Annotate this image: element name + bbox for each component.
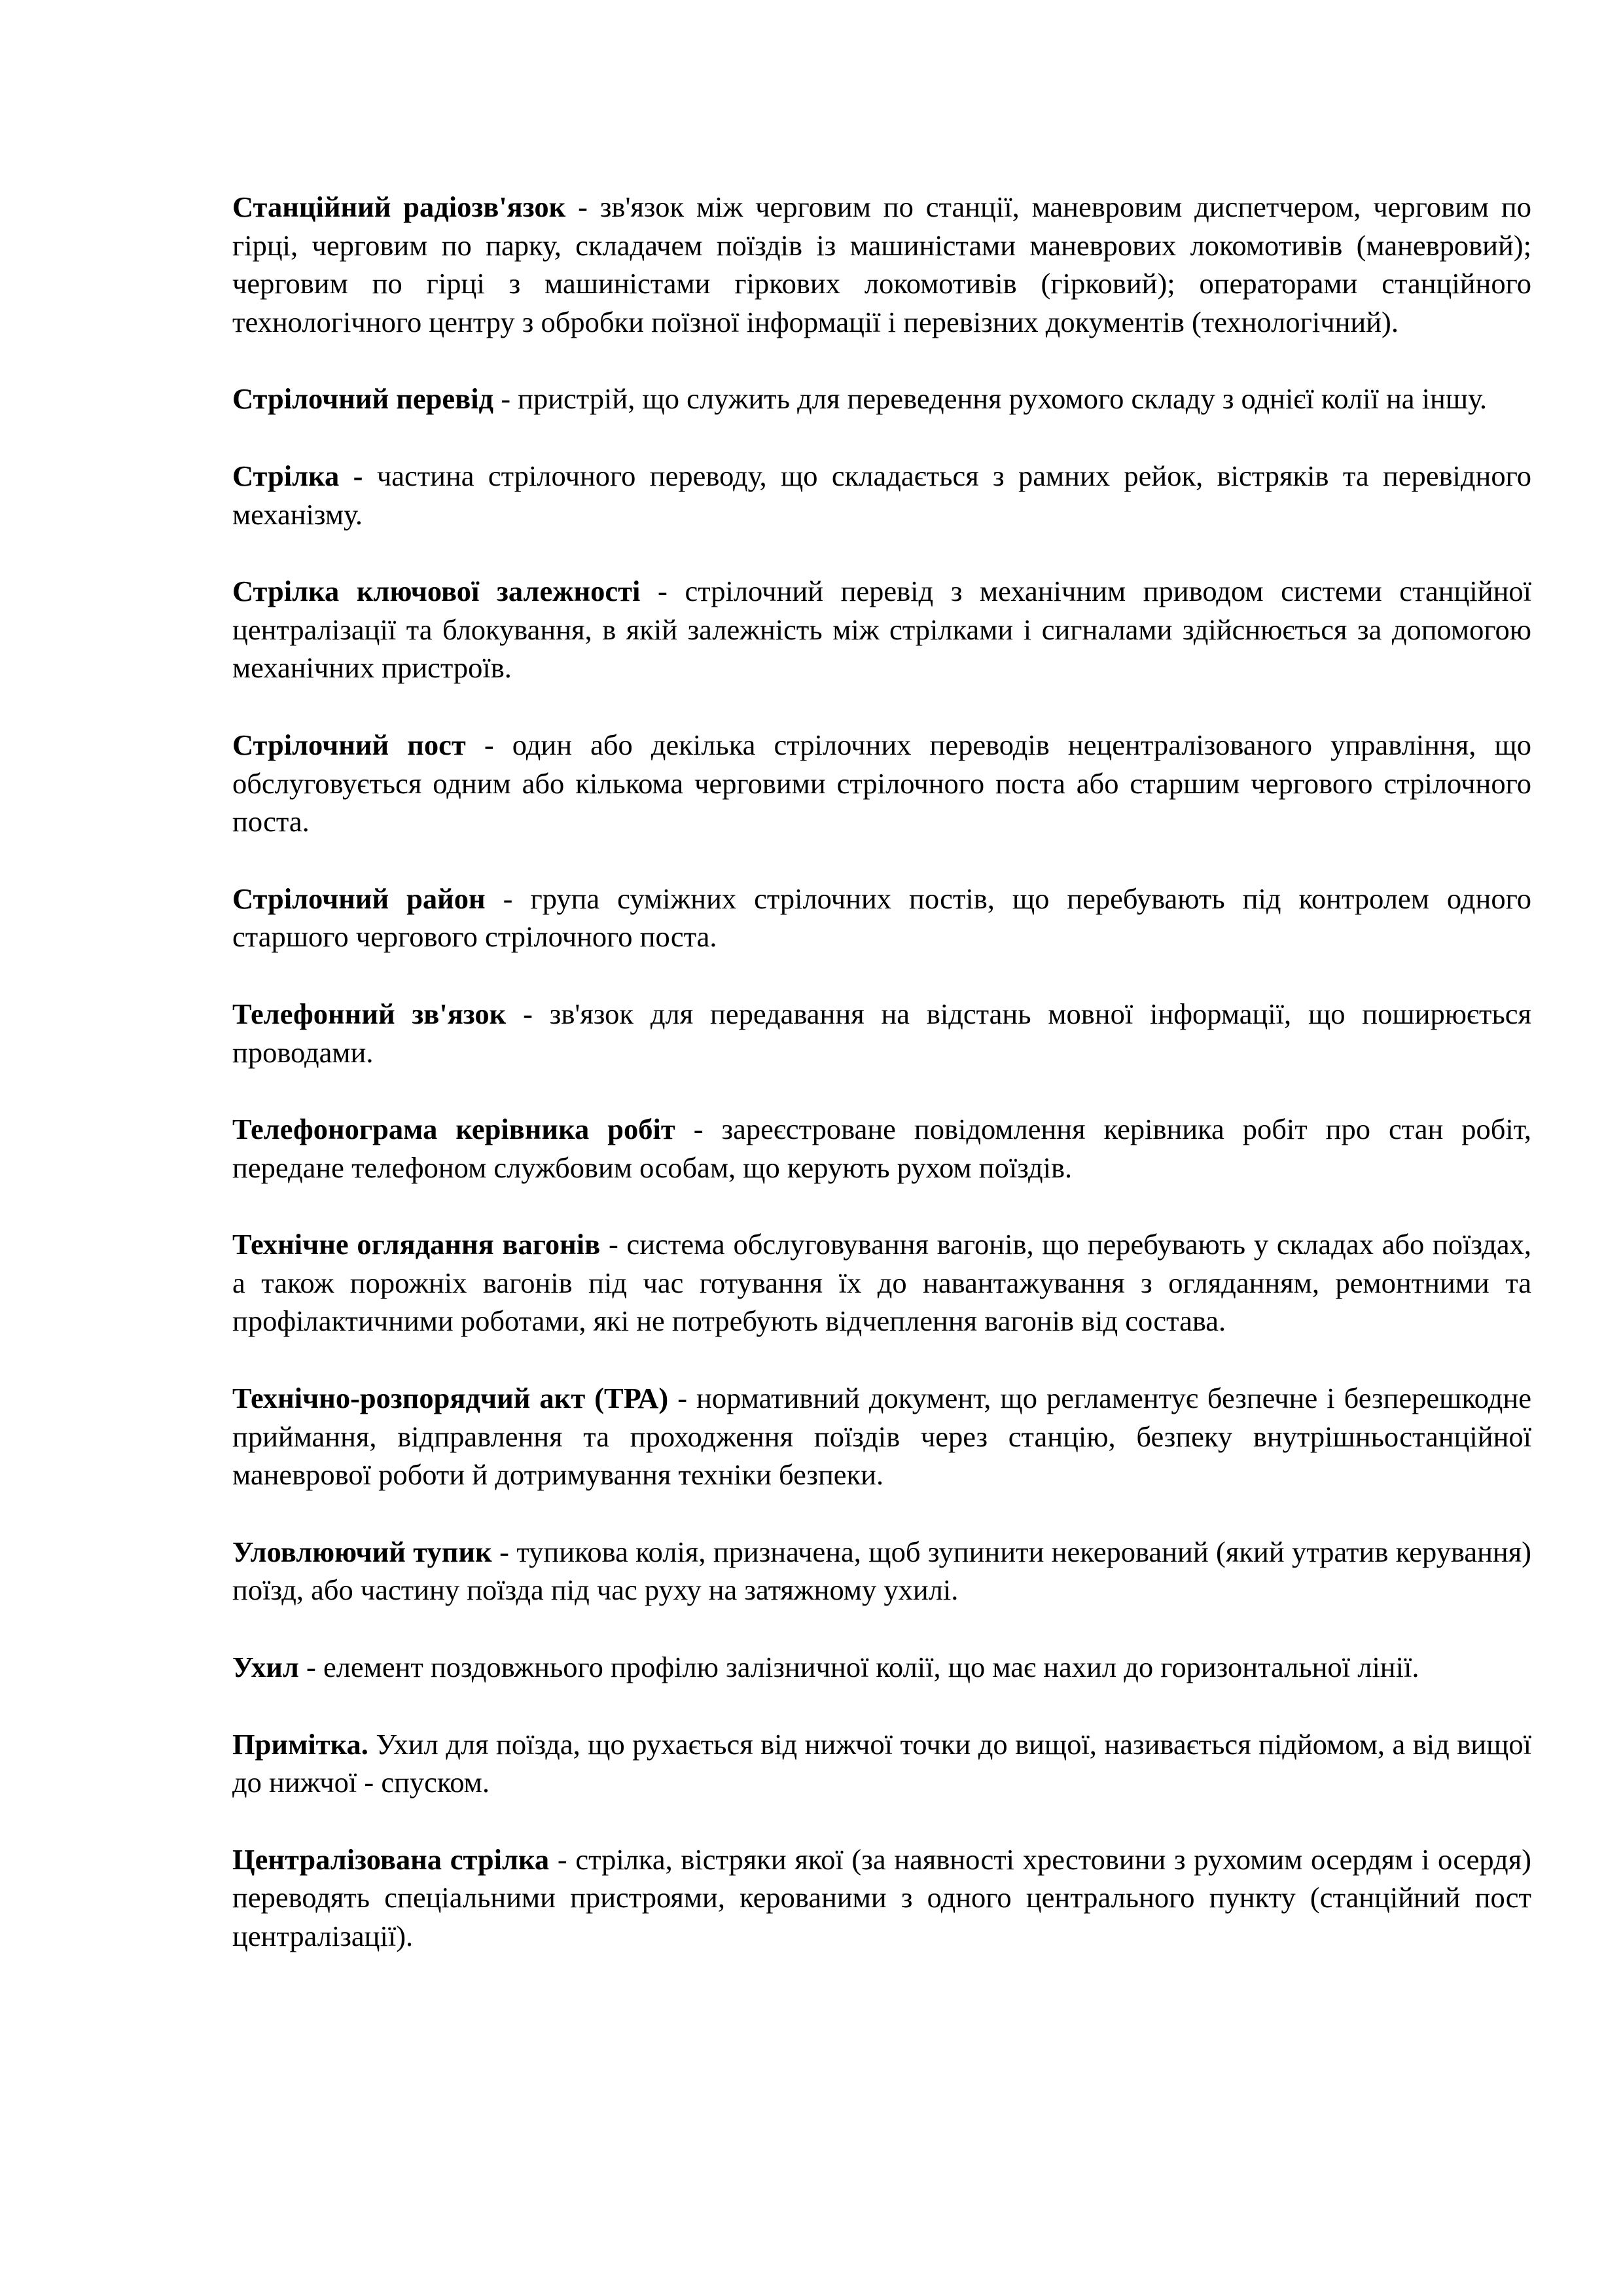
- glossary-entry-tra-act: [232, 1379, 1531, 1494]
- glossary-entry-gradient: [232, 1648, 1531, 1687]
- entry-term: Стрілочний перевід: [232, 382, 494, 416]
- glossary-entry-key-interlocked-switch: [232, 572, 1531, 687]
- glossary-entry-work-manager-telephonogram: [232, 1110, 1531, 1187]
- glossary-entry-switch: [232, 457, 1531, 533]
- glossary-entry-station-radio: [232, 188, 1531, 341]
- entry-term: Телефонограма керівника робіт: [232, 1113, 675, 1146]
- glossary-note: [232, 1725, 1531, 1802]
- entry-definition: - зв'язок між черговим по станції, маневровим диспетчером, черговим по гірці, черговим по парку, складачем поїздів із машиністами маневрових локомотивів (маневровий); черговим по гірці з машиністами гіркових локомотивів (гірковий); операторами станційного технологічного центру з обробки поїзної інформації і перевізних документів (технологічний).: [232, 190, 1531, 338]
- entry-definition: - елемент поздовжнього профілю залізничної колії, що має нахил до горизонтальної лінії.: [298, 1651, 1419, 1684]
- glossary-entry-switch-turnout: [232, 380, 1531, 418]
- entry-definition: - стрілка, вістряки якої (за наявності хрестовини з рухомим осердям і осердя) переводять спеціальними пристроями, керованими з одного центрального пункту (станційний пост централізації).: [232, 1842, 1531, 1952]
- glossary-entry-switch-district: [232, 880, 1531, 956]
- entry-term: Уловлюючий тупик: [232, 1535, 492, 1568]
- entry-definition: - нормативний документ, що регламентує безпечне і безперешкодне приймання, відправлення та проходження поїздів через станцію, безпеку внутрішньостанційної маневрової роботи й дотримування техніки безпеки.: [232, 1382, 1531, 1492]
- entry-term: Ухил: [232, 1651, 299, 1684]
- entry-definition: - зареєстроване повідомлення керівника робіт про стан робіт, передане телефоном службовим особам, що керують рухом поїздів.: [232, 1113, 1531, 1184]
- entry-term: Технічно-розпорядчий акт (ТРА): [232, 1382, 669, 1415]
- entry-term: Технічне оглядання вагонів: [232, 1228, 601, 1261]
- note-label: Примітка.: [232, 1727, 368, 1761]
- entry-definition: - система обслуговування вагонів, що перебувають у складах або поїздах, а також порожніх вагонів під час готування їх до навантажування з огляданням, ремонтними та профілактичними роботами, які не потребують відчеплення вагонів від состава.: [232, 1228, 1531, 1338]
- entry-term: Стрілочний пост: [232, 728, 466, 761]
- entry-term: Централізована стрілка: [232, 1842, 550, 1876]
- glossary-entry-telephone-link: [232, 995, 1531, 1071]
- glossary-entry-switch-post: [232, 726, 1531, 841]
- glossary-entry-centralized-switch: [232, 1840, 1531, 1956]
- entry-definition: - тупикова колія, призначена, щоб зупинити некерований (який утратив керування) поїзд, або частину поїзда під час руху на затяжному ухилі.: [232, 1535, 1532, 1607]
- entry-term: Телефонний зв'язок: [232, 997, 507, 1030]
- entry-definition: - група суміжних стрілочних постів, що перебувають під контролем одного старшого чергового стрілочного поста.: [232, 882, 1531, 954]
- entry-term: Станційний радіозв'язок: [232, 190, 566, 223]
- entry-definition: - один або декілька стрілочних переводів нецентралізованого управління, що обслуговується одним або кількома черговими стрілочного поста або старшим чергового стрілочного поста.: [232, 728, 1531, 838]
- entry-definition: - зв'язок для передавання на відстань мовної інформації, що поширюється проводами.: [232, 997, 1531, 1069]
- document-page: [232, 188, 1531, 1994]
- glossary-entry-catch-siding: [232, 1533, 1531, 1609]
- entry-term: Стрілочний район: [232, 882, 486, 915]
- entry-term: Стрілка ключової залежності: [232, 575, 641, 608]
- entry-term: Стрілка -: [232, 459, 363, 492]
- glossary-entry-wagon-inspection: [232, 1225, 1531, 1340]
- entry-definition: - стрілочний перевід з механічним приводом системи станційної централізації та блокування, в якій залежність між стрілками і сигналами здійснюється за допомогою механічних пристроїв.: [232, 575, 1531, 685]
- entry-definition: - пристрій, що служить для переведення рухомого складу з однієї колії на іншу.: [493, 382, 1488, 416]
- note-text: Ухил для поїзда, що рухається від нижчої точки до вищої, називається підйомом, а від вищої до нижчої - спуском.: [232, 1727, 1531, 1799]
- entry-definition: частина стрілочного переводу, що складається з рамних рейок, вістряків та перевідного механізму.: [232, 459, 1531, 531]
